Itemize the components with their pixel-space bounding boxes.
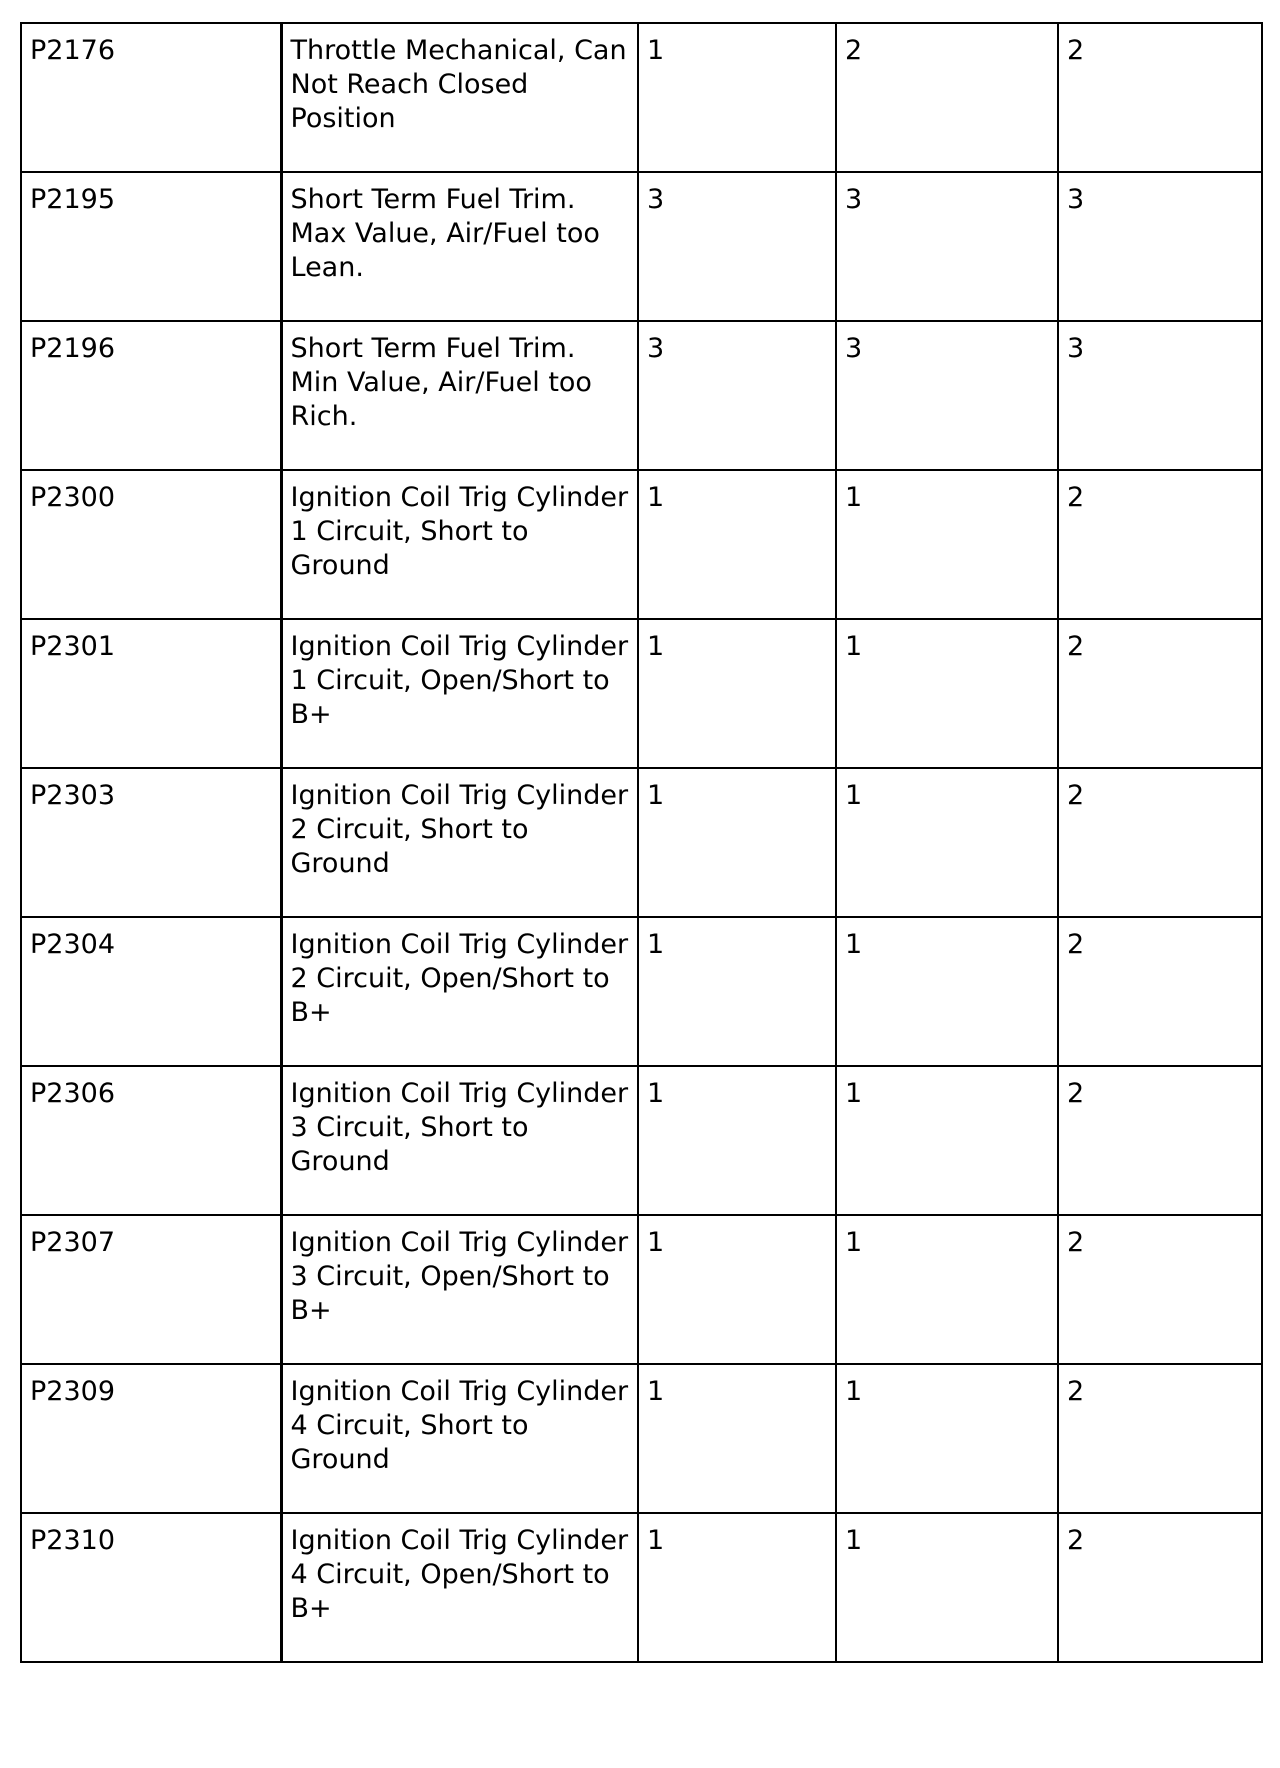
table-row (21, 172, 1262, 321)
dtc-value-c: 2 (1058, 1364, 1262, 1513)
dtc-value-c: 2 (1058, 23, 1262, 172)
dtc-value-a: 1 (638, 23, 836, 172)
dtc-description: Short Term Fuel Trim. Min Value, Air/Fuel too Rich. (281, 321, 638, 470)
dtc-value-b: 1 (836, 768, 1058, 917)
dtc-description: Ignition Coil Trig Cylinder 4 Circuit, Short to Ground (281, 1364, 638, 1513)
dtc-value-a: 1 (638, 1215, 836, 1364)
dtc-table (20, 22, 1263, 1663)
dtc-code: P2307 (21, 1215, 281, 1364)
table-row (21, 470, 1262, 619)
dtc-value-a: 1 (638, 1364, 836, 1513)
dtc-value-b: 1 (836, 917, 1058, 1066)
dtc-code: P2310 (21, 1513, 281, 1662)
dtc-value-b: 1 (836, 1513, 1058, 1662)
dtc-code: P2309 (21, 1364, 281, 1513)
table-row (21, 768, 1262, 917)
dtc-value-b: 1 (836, 1364, 1058, 1513)
table-row (21, 1215, 1262, 1364)
dtc-value-c: 2 (1058, 470, 1262, 619)
dtc-code: P2303 (21, 768, 281, 917)
dtc-description: Ignition Coil Trig Cylinder 3 Circuit, Open/Short to B+ (281, 1215, 638, 1364)
dtc-code: P2304 (21, 917, 281, 1066)
dtc-value-b: 1 (836, 619, 1058, 768)
dtc-code: P2300 (21, 470, 281, 619)
dtc-description: Short Term Fuel Trim. Max Value, Air/Fuel too Lean. (281, 172, 638, 321)
dtc-value-c: 3 (1058, 321, 1262, 470)
dtc-value-a: 1 (638, 1066, 836, 1215)
dtc-value-a: 1 (638, 470, 836, 619)
dtc-value-a: 1 (638, 619, 836, 768)
dtc-value-a: 3 (638, 172, 836, 321)
table-row (21, 1066, 1262, 1215)
dtc-value-b: 3 (836, 172, 1058, 321)
dtc-value-a: 3 (638, 321, 836, 470)
dtc-code: P2195 (21, 172, 281, 321)
table-row (21, 917, 1262, 1066)
table-row (21, 321, 1262, 470)
dtc-value-a: 1 (638, 1513, 836, 1662)
dtc-description: Ignition Coil Trig Cylinder 3 Circuit, Short to Ground (281, 1066, 638, 1215)
dtc-value-b: 2 (836, 23, 1058, 172)
dtc-description: Ignition Coil Trig Cylinder 1 Circuit, Short to Ground (281, 470, 638, 619)
dtc-value-a: 1 (638, 768, 836, 917)
dtc-code: P2301 (21, 619, 281, 768)
dtc-value-c: 2 (1058, 768, 1262, 917)
dtc-description: Ignition Coil Trig Cylinder 2 Circuit, Short to Ground (281, 768, 638, 917)
dtc-value-c: 2 (1058, 619, 1262, 768)
dtc-value-b: 1 (836, 1215, 1058, 1364)
dtc-value-b: 1 (836, 1066, 1058, 1215)
dtc-description: Ignition Coil Trig Cylinder 2 Circuit, Open/Short to B+ (281, 917, 638, 1066)
dtc-description: Throttle Mechanical, Can Not Reach Closed Position (281, 23, 638, 172)
dtc-code: P2176 (21, 23, 281, 172)
dtc-value-c: 3 (1058, 172, 1262, 321)
dtc-value-b: 3 (836, 321, 1058, 470)
dtc-code: P2196 (21, 321, 281, 470)
table-row (21, 23, 1262, 172)
dtc-code: P2306 (21, 1066, 281, 1215)
table-row (21, 1513, 1262, 1662)
dtc-value-c: 2 (1058, 1066, 1262, 1215)
table-row (21, 619, 1262, 768)
table-row (21, 1364, 1262, 1513)
dtc-value-c: 2 (1058, 1513, 1262, 1662)
dtc-description: Ignition Coil Trig Cylinder 4 Circuit, Open/Short to B+ (281, 1513, 638, 1662)
dtc-value-b: 1 (836, 470, 1058, 619)
dtc-description: Ignition Coil Trig Cylinder 1 Circuit, Open/Short to B+ (281, 619, 638, 768)
dtc-value-a: 1 (638, 917, 836, 1066)
dtc-value-c: 2 (1058, 917, 1262, 1066)
dtc-value-c: 2 (1058, 1215, 1262, 1364)
